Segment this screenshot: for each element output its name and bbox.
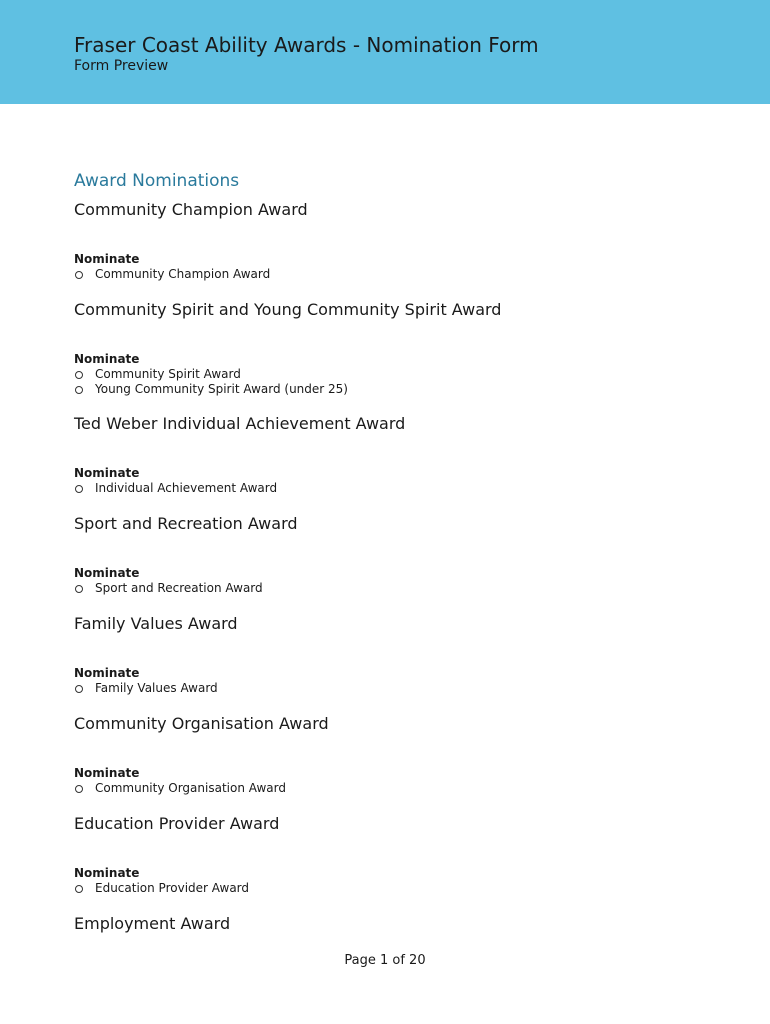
radio-button-icon[interactable] <box>75 785 83 793</box>
radio-button-icon[interactable] <box>75 485 83 493</box>
award-education-provider <box>74 814 714 914</box>
radio-option-label: Community Spirit Award <box>95 367 241 381</box>
radio-group <box>74 681 218 696</box>
award-title: Education Provider Award <box>74 814 280 833</box>
radio-option-label: Sport and Recreation Award <box>95 581 263 595</box>
radio-button-icon[interactable] <box>75 386 83 394</box>
radio-option-label: Community Champion Award <box>95 267 271 281</box>
radio-option[interactable] <box>74 881 249 896</box>
award-community-spirit <box>74 300 714 414</box>
award-community-organisation <box>74 714 714 814</box>
award-title: Ted Weber Individual Achievement Award <box>74 414 406 433</box>
radio-option[interactable] <box>74 367 348 382</box>
award-individual-achievement <box>74 414 714 514</box>
award-community-champion <box>74 200 714 300</box>
page-number: Page 1 of 20 <box>344 953 426 968</box>
award-sport-recreation <box>74 514 714 614</box>
award-title: Sport and Recreation Award <box>74 514 298 533</box>
radio-group <box>74 781 286 796</box>
radio-option-label: Family Values Award <box>95 681 218 695</box>
radio-option-label: Individual Achievement Award <box>95 481 278 495</box>
radio-option[interactable] <box>74 781 286 796</box>
radio-group <box>74 367 348 397</box>
radio-option[interactable] <box>74 382 348 397</box>
radio-group <box>74 581 263 596</box>
nominate-label: Nominate <box>74 766 140 780</box>
nominate-label: Nominate <box>74 666 140 680</box>
header-banner <box>0 0 770 104</box>
radio-button-icon[interactable] <box>75 585 83 593</box>
radio-option[interactable] <box>74 681 218 696</box>
radio-option[interactable] <box>74 267 270 282</box>
radio-option-label: Education Provider Award <box>95 881 250 895</box>
radio-button-icon[interactable] <box>75 685 83 693</box>
nominate-label: Nominate <box>74 866 140 880</box>
award-title: Employment Award <box>74 914 231 933</box>
radio-option[interactable] <box>74 581 263 596</box>
award-title: Community Organisation Award <box>74 714 329 733</box>
nominate-label: Nominate <box>74 352 140 366</box>
award-title: Family Values Award <box>74 614 238 633</box>
award-title: Community Champion Award <box>74 200 308 219</box>
form-content <box>74 170 714 1014</box>
radio-button-icon[interactable] <box>75 271 83 279</box>
radio-option-label: Young Community Spirit Award (under 25) <box>95 382 348 396</box>
radio-option-label: Community Organisation Award <box>95 781 286 795</box>
radio-group <box>74 481 277 496</box>
form-subtitle: Form Preview <box>74 58 169 74</box>
nominate-label: Nominate <box>74 252 140 266</box>
nominate-label: Nominate <box>74 566 140 580</box>
radio-group <box>74 881 249 896</box>
radio-button-icon[interactable] <box>75 371 83 379</box>
section-title: Award Nominations <box>74 171 240 191</box>
radio-group <box>74 267 270 282</box>
form-title: Fraser Coast Ability Awards - Nomination Form <box>74 33 539 57</box>
radio-option[interactable] <box>74 481 277 496</box>
radio-button-icon[interactable] <box>75 885 83 893</box>
nominate-label: Nominate <box>74 466 140 480</box>
award-family-values <box>74 614 714 714</box>
award-title: Community Spirit and Young Community Spirit Award <box>74 300 502 319</box>
